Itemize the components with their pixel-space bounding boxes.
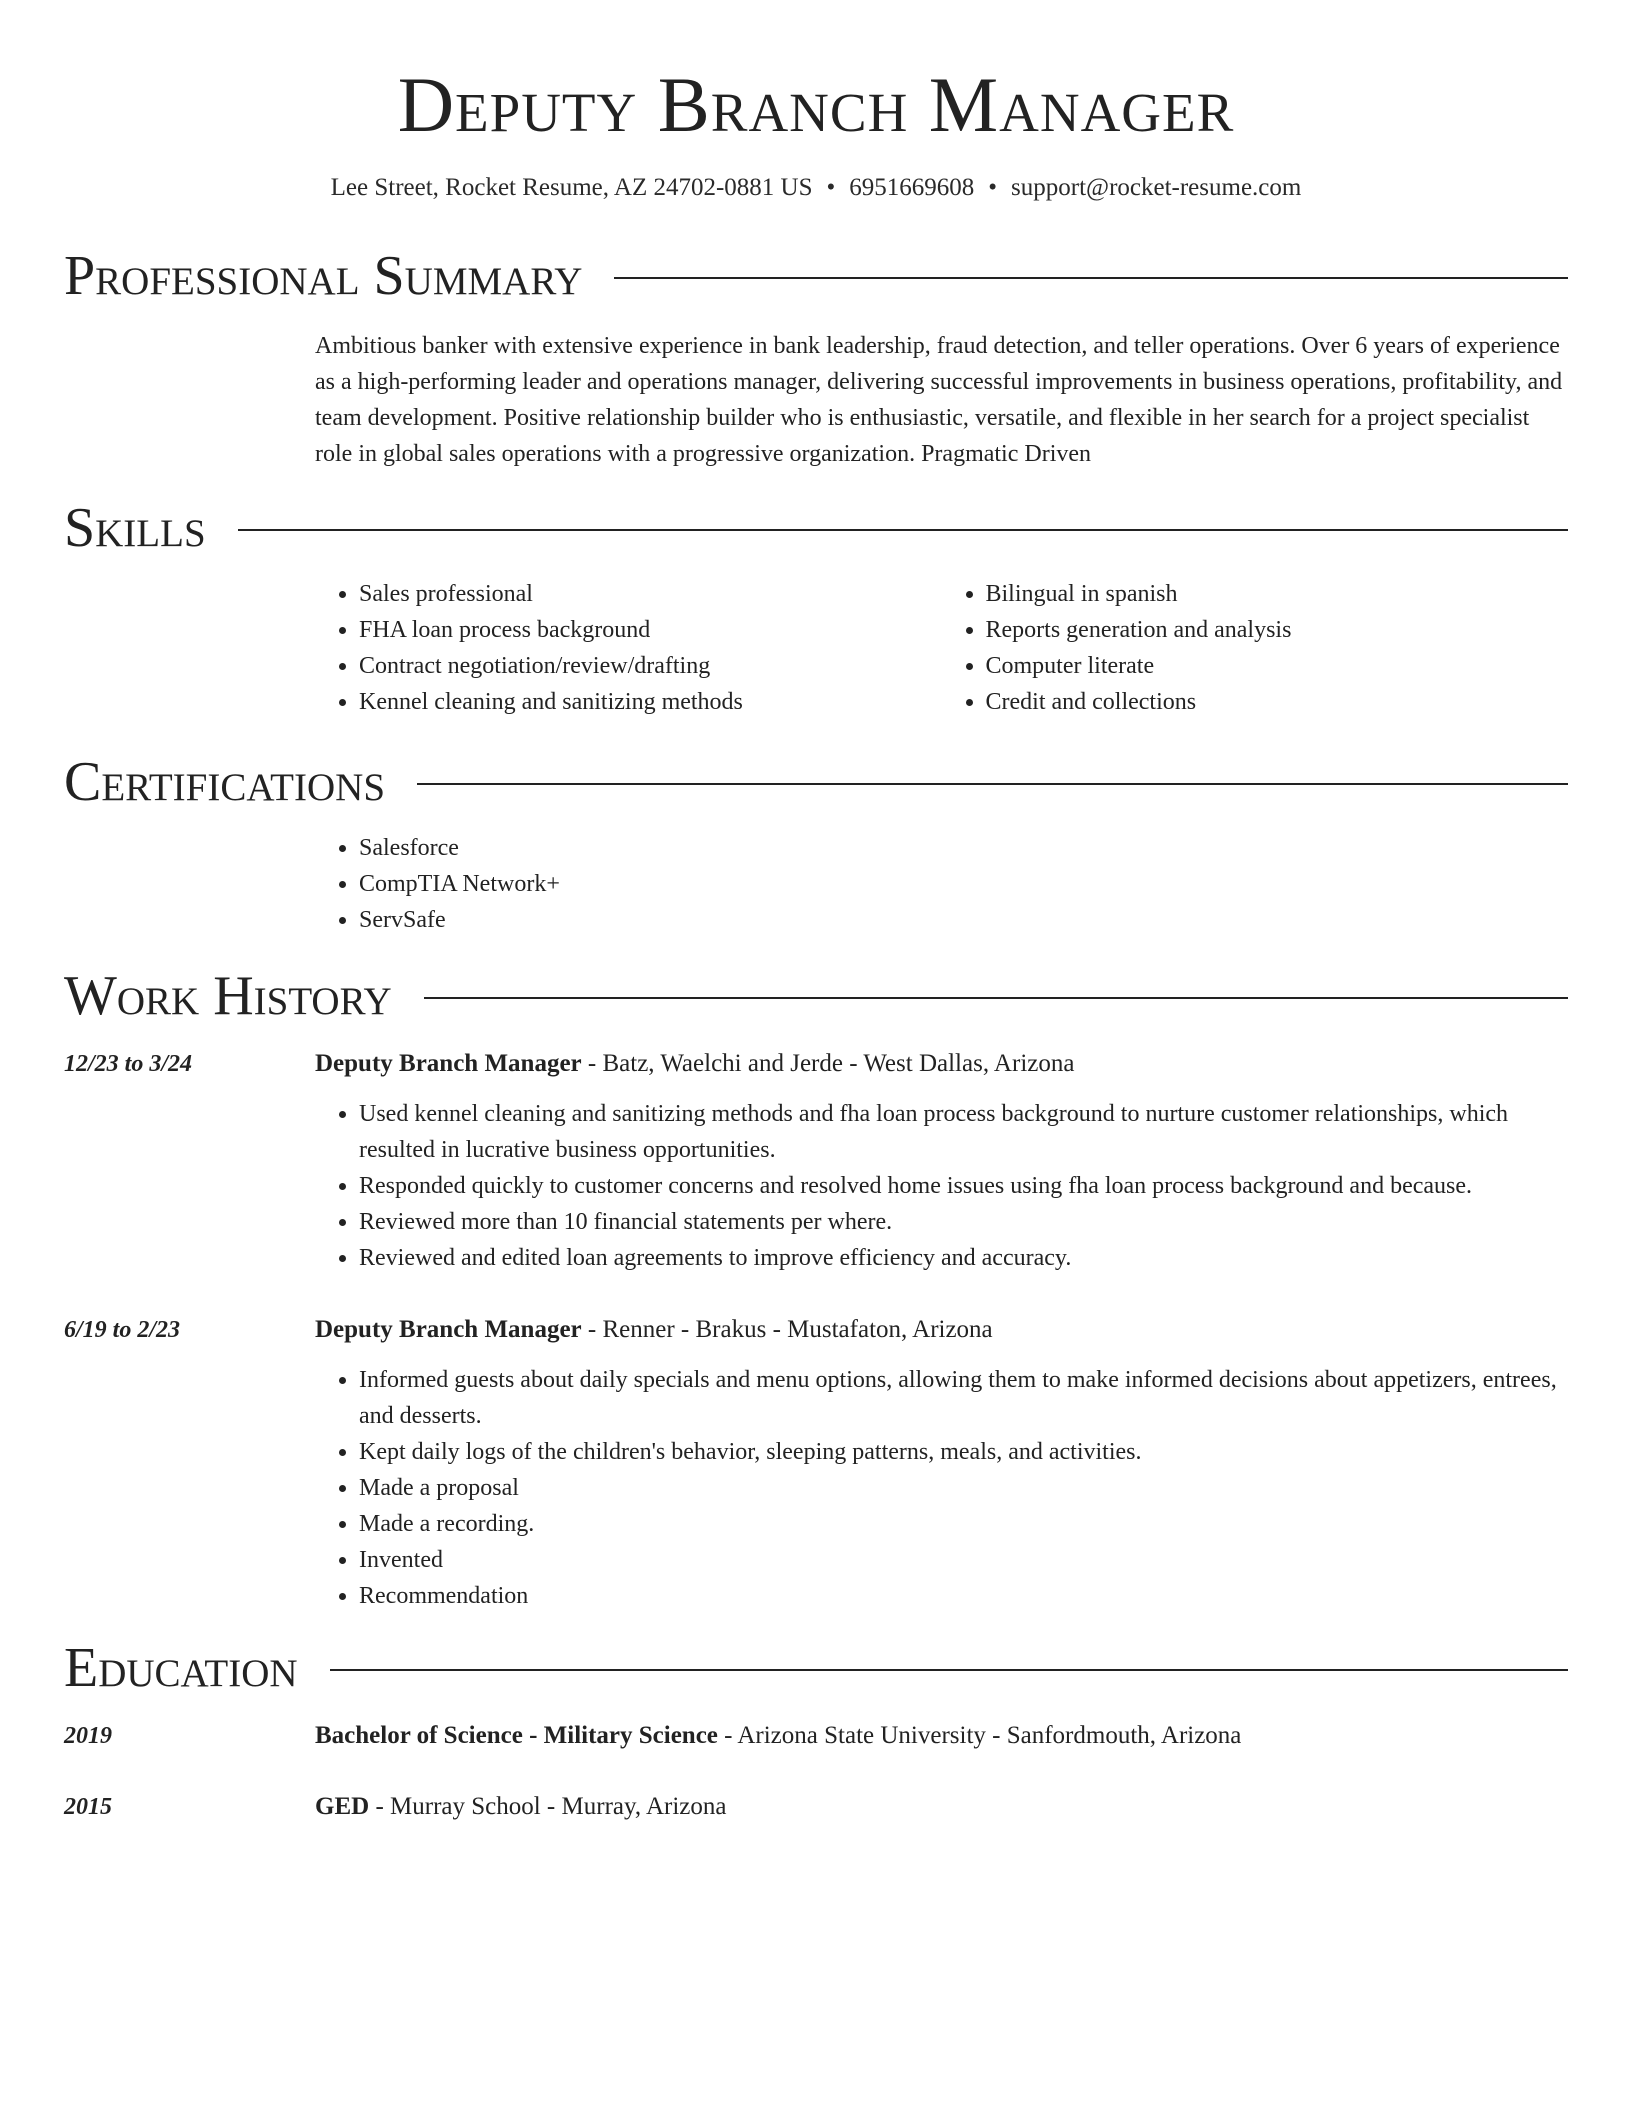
resume-page [64,0,1568,1825]
job-bullet: • Recommendation [359,1578,1568,1614]
job-heading [315,1046,1568,1082]
certifications-list [315,830,1568,938]
education-year: 2019 [64,1723,112,1749]
skills-column-right [942,576,1569,720]
skill-item: • FHA loan process background [359,612,942,648]
job-bullets [315,1362,1568,1614]
job-entry [64,1046,1568,1276]
certification-item: • ServSafe [359,902,1568,938]
skill-item: • Computer literate [986,648,1569,684]
job-title: Deputy Branch Manager [315,1050,582,1077]
job-bullet: • Used kennel cleaning and sanitizing methods and fha loan process background to nurture customer relationships, which resulted in lucrative business opportunities. [359,1096,1568,1168]
education-detail [315,1718,1241,1754]
section-header-certifications [64,750,1568,814]
skill-item: • Kennel cleaning and sanitizing methods [359,684,942,720]
section-header-summary [64,244,1568,308]
skill-item: • Credit and collections [986,684,1569,720]
resume-title: Deputy Branch Manager [397,61,1235,148]
bullet-separator: • [988,174,998,201]
job-title: Deputy Branch Manager [315,1316,582,1343]
section-title-skills: Skills [64,497,206,559]
contact-email: support@rocket-resume.com [1011,174,1302,201]
job-bullet: • Made a proposal [359,1470,1568,1506]
job-entry [64,1312,1568,1614]
job-dates: 6/19 to 2/23 [64,1317,181,1343]
job-employer: - Renner - Brakus - Mustafaton, Arizona [581,1316,993,1343]
summary-text: Ambitious banker with extensive experience in bank leadership, fraud detection, and teller operations. Over 6 years of experience as a high-performing leader and operations manager, delivering successful improvements in business operations, profitability, and team development. Positive relationship builder who is enthusiastic, versatile, and flexible in her search for a project specialist role in global sales operations with a progressive organization. Pragmatic Driven [315,333,1563,467]
skills-list [315,576,1568,720]
education-detail [315,1789,727,1825]
section-divider [424,997,1568,999]
section-divider [417,783,1568,785]
job-bullet: • Responded quickly to customer concerns and resolved home issues using fha loan process background and because. [359,1168,1568,1204]
job-heading [315,1312,1568,1348]
job-employer: - Batz, Waelchi and Jerde - West Dallas, Arizona [581,1050,1075,1077]
education-year: 2015 [64,1794,112,1820]
section-title-work-history: Work History [64,965,392,1027]
section-divider [238,529,1568,531]
section-divider [614,277,1568,279]
certification-item: • Salesforce [359,830,1568,866]
skills-column-left [315,576,942,720]
section-title-certifications: Certifications [64,751,386,813]
job-bullet: • Kept daily logs of the children's behavior, sleeping patterns, meals, and activities. [359,1434,1568,1470]
section-header-skills [64,496,1568,560]
education-school: - Arizona State University - Sanfordmouth, Arizona [717,1722,1242,1749]
job-bullets [315,1096,1568,1276]
contact-line [64,172,1568,204]
job-bullet: • Reviewed more than 10 financial statements per where. [359,1204,1568,1240]
skill-item: • Contract negotiation/review/drafting [359,648,942,684]
education-degree: Bachelor of Science - Military Science [315,1722,718,1749]
job-dates: 12/23 to 3/24 [64,1051,193,1077]
job-bullet: • Invented [359,1542,1568,1578]
education-school: - Murray School - Murray, Arizona [369,1793,727,1820]
job-bullet: • Made a recording. [359,1506,1568,1542]
contact-phone: 6951669608 [849,174,975,201]
skill-item: • Sales professional [359,576,942,612]
skill-item: • Bilingual in spanish [986,576,1569,612]
bullet-separator: • [826,174,836,201]
section-title-education: Education [64,1637,298,1699]
education-entry [64,1718,1568,1754]
section-title-summary: Professional Summary [64,245,583,307]
section-header-education [64,1636,1568,1700]
section-header-work-history [64,964,1568,1028]
contact-address: Lee Street, Rocket Resume, AZ 24702-0881 US [330,174,813,201]
job-bullet: • Informed guests about daily specials and menu options, allowing them to make informed decisions about appetizers, entrees, and desserts. [359,1362,1568,1434]
job-bullet: • Reviewed and edited loan agreements to improve efficiency and accuracy. [359,1240,1568,1276]
skill-item: • Reports generation and analysis [986,612,1569,648]
section-divider [330,1669,1568,1671]
education-degree: GED [315,1793,370,1820]
education-entry [64,1789,1568,1825]
certification-item: • CompTIA Network+ [359,866,1568,902]
